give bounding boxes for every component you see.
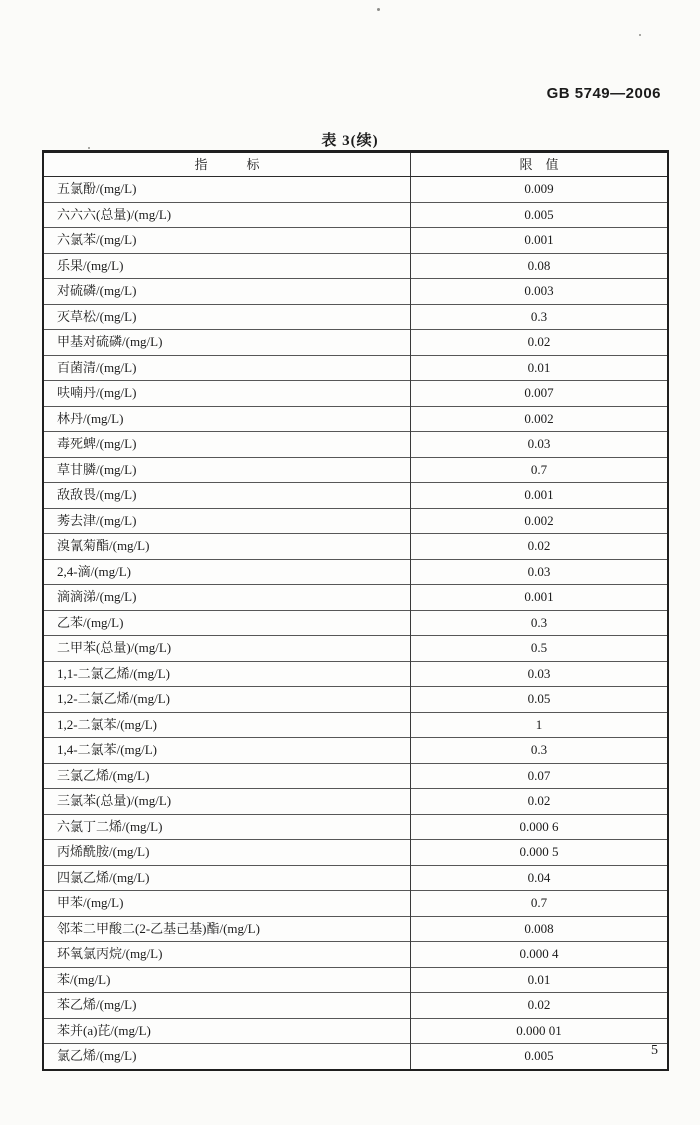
table-row bbox=[43, 406, 668, 432]
limit-cell: 0.002 bbox=[411, 406, 669, 432]
table-row bbox=[43, 253, 668, 279]
indicator-cell: 苯/(mg/L) bbox=[43, 967, 411, 993]
indicator-cell: 乐果/(mg/L) bbox=[43, 253, 411, 279]
table-row bbox=[43, 202, 668, 228]
indicator-cell: 六氯苯/(mg/L) bbox=[43, 228, 411, 254]
table-row bbox=[43, 279, 668, 305]
indicator-cell: 灭草松/(mg/L) bbox=[43, 304, 411, 330]
table-row bbox=[43, 559, 668, 585]
indicator-cell: 敌敌畏/(mg/L) bbox=[43, 483, 411, 509]
indicator-cell: 呋喃丹/(mg/L) bbox=[43, 381, 411, 407]
limit-cell: 0.03 bbox=[411, 661, 669, 687]
indicator-cell: 溴氰菊酯/(mg/L) bbox=[43, 534, 411, 560]
indicator-cell: 莠去津/(mg/L) bbox=[43, 508, 411, 534]
table-row bbox=[43, 355, 668, 381]
indicator-cell: 四氯乙烯/(mg/L) bbox=[43, 865, 411, 891]
table-row bbox=[43, 610, 668, 636]
indicator-cell: 乙苯/(mg/L) bbox=[43, 610, 411, 636]
limit-cell: 0.003 bbox=[411, 279, 669, 305]
limit-cell: 0.000 6 bbox=[411, 814, 669, 840]
limits-table bbox=[42, 150, 669, 1071]
table-row bbox=[43, 942, 668, 968]
table-row bbox=[43, 967, 668, 993]
table-row bbox=[43, 993, 668, 1019]
limit-cell: 0.3 bbox=[411, 738, 669, 764]
limit-cell: 0.7 bbox=[411, 891, 669, 917]
limit-cell: 0.001 bbox=[411, 228, 669, 254]
page-number: 5 bbox=[651, 1043, 658, 1058]
limit-cell: 0.03 bbox=[411, 432, 669, 458]
limit-cell: 0.02 bbox=[411, 789, 669, 815]
table-row bbox=[43, 916, 668, 942]
limit-cell: 0.3 bbox=[411, 610, 669, 636]
limit-cell: 0.3 bbox=[411, 304, 669, 330]
limit-cell: 1 bbox=[411, 712, 669, 738]
table-body bbox=[43, 177, 668, 1070]
table-row bbox=[43, 228, 668, 254]
indicator-cell: 2,4-滴/(mg/L) bbox=[43, 559, 411, 585]
table-row bbox=[43, 763, 668, 789]
limit-cell: 0.001 bbox=[411, 483, 669, 509]
limit-cell: 0.002 bbox=[411, 508, 669, 534]
indicator-cell: 1,2-二氯苯/(mg/L) bbox=[43, 712, 411, 738]
indicator-cell: 1,2-二氯乙烯/(mg/L) bbox=[43, 687, 411, 713]
indicator-cell: 氯乙烯/(mg/L) bbox=[43, 1044, 411, 1070]
table-row bbox=[43, 712, 668, 738]
indicator-column-header: 指 标 bbox=[43, 152, 411, 177]
table-row bbox=[43, 457, 668, 483]
limit-cell: 0.008 bbox=[411, 916, 669, 942]
table-row bbox=[43, 738, 668, 764]
table-row bbox=[43, 432, 668, 458]
limit-cell: 0.01 bbox=[411, 355, 669, 381]
limit-cell: 0.01 bbox=[411, 967, 669, 993]
limit-cell: 0.7 bbox=[411, 457, 669, 483]
indicator-cell: 邻苯二甲酸二(2-乙基己基)酯/(mg/L) bbox=[43, 916, 411, 942]
table-row bbox=[43, 1018, 668, 1044]
table-row bbox=[43, 636, 668, 662]
header-row bbox=[43, 152, 668, 177]
limit-cell: 0.02 bbox=[411, 993, 669, 1019]
table-row bbox=[43, 661, 668, 687]
limit-cell: 0.001 bbox=[411, 585, 669, 611]
table-row bbox=[43, 1044, 668, 1070]
limit-cell: 0.05 bbox=[411, 687, 669, 713]
scan-speck bbox=[639, 34, 641, 36]
table-row bbox=[43, 687, 668, 713]
indicator-cell: 对硫磷/(mg/L) bbox=[43, 279, 411, 305]
table-row bbox=[43, 304, 668, 330]
limit-cell: 0.000 01 bbox=[411, 1018, 669, 1044]
table-row bbox=[43, 508, 668, 534]
limit-cell: 0.07 bbox=[411, 763, 669, 789]
indicator-cell: 苯并(a)芘/(mg/L) bbox=[43, 1018, 411, 1044]
scan-speck bbox=[377, 8, 380, 11]
table-header bbox=[43, 152, 668, 177]
limit-cell: 0.02 bbox=[411, 534, 669, 560]
table-row bbox=[43, 865, 668, 891]
table-row bbox=[43, 840, 668, 866]
standard-number: GB 5749—2006 bbox=[546, 85, 661, 102]
indicator-cell: 三氯苯(总量)/(mg/L) bbox=[43, 789, 411, 815]
indicator-cell: 百菌清/(mg/L) bbox=[43, 355, 411, 381]
limit-cell: 0.02 bbox=[411, 330, 669, 356]
indicator-cell: 丙烯酰胺/(mg/L) bbox=[43, 840, 411, 866]
indicator-cell: 甲基对硫磷/(mg/L) bbox=[43, 330, 411, 356]
limit-cell: 0.005 bbox=[411, 202, 669, 228]
limit-cell: 0.03 bbox=[411, 559, 669, 585]
indicator-cell: 六氯丁二烯/(mg/L) bbox=[43, 814, 411, 840]
indicator-cell: 林丹/(mg/L) bbox=[43, 406, 411, 432]
limit-cell: 0.007 bbox=[411, 381, 669, 407]
indicator-cell: 环氧氯丙烷/(mg/L) bbox=[43, 942, 411, 968]
limit-cell: 0.5 bbox=[411, 636, 669, 662]
limit-cell: 0.005 bbox=[411, 1044, 669, 1070]
indicator-cell: 1,4-二氯苯/(mg/L) bbox=[43, 738, 411, 764]
table-row bbox=[43, 814, 668, 840]
table-row bbox=[43, 534, 668, 560]
limit-column-header: 限 值 bbox=[411, 152, 669, 177]
indicator-cell: 五氯酚/(mg/L) bbox=[43, 177, 411, 203]
table-row bbox=[43, 381, 668, 407]
indicator-cell: 草甘膦/(mg/L) bbox=[43, 457, 411, 483]
indicator-cell: 六六六(总量)/(mg/L) bbox=[43, 202, 411, 228]
table-caption: 表 3(续) bbox=[321, 133, 379, 149]
limit-cell: 0.000 4 bbox=[411, 942, 669, 968]
indicator-cell: 毒死蜱/(mg/L) bbox=[43, 432, 411, 458]
indicator-cell: 1,1-二氯乙烯/(mg/L) bbox=[43, 661, 411, 687]
limit-cell: 0.009 bbox=[411, 177, 669, 203]
table-row bbox=[43, 330, 668, 356]
limit-cell: 0.000 5 bbox=[411, 840, 669, 866]
indicator-cell: 二甲苯(总量)/(mg/L) bbox=[43, 636, 411, 662]
table-row bbox=[43, 585, 668, 611]
table-row bbox=[43, 177, 668, 203]
limit-cell: 0.04 bbox=[411, 865, 669, 891]
indicator-cell: 三氯乙烯/(mg/L) bbox=[43, 763, 411, 789]
table-row bbox=[43, 789, 668, 815]
indicator-cell: 滴滴涕/(mg/L) bbox=[43, 585, 411, 611]
indicator-cell: 甲苯/(mg/L) bbox=[43, 891, 411, 917]
indicator-cell: 苯乙烯/(mg/L) bbox=[43, 993, 411, 1019]
limit-cell: 0.08 bbox=[411, 253, 669, 279]
table-row bbox=[43, 891, 668, 917]
table-row bbox=[43, 483, 668, 509]
